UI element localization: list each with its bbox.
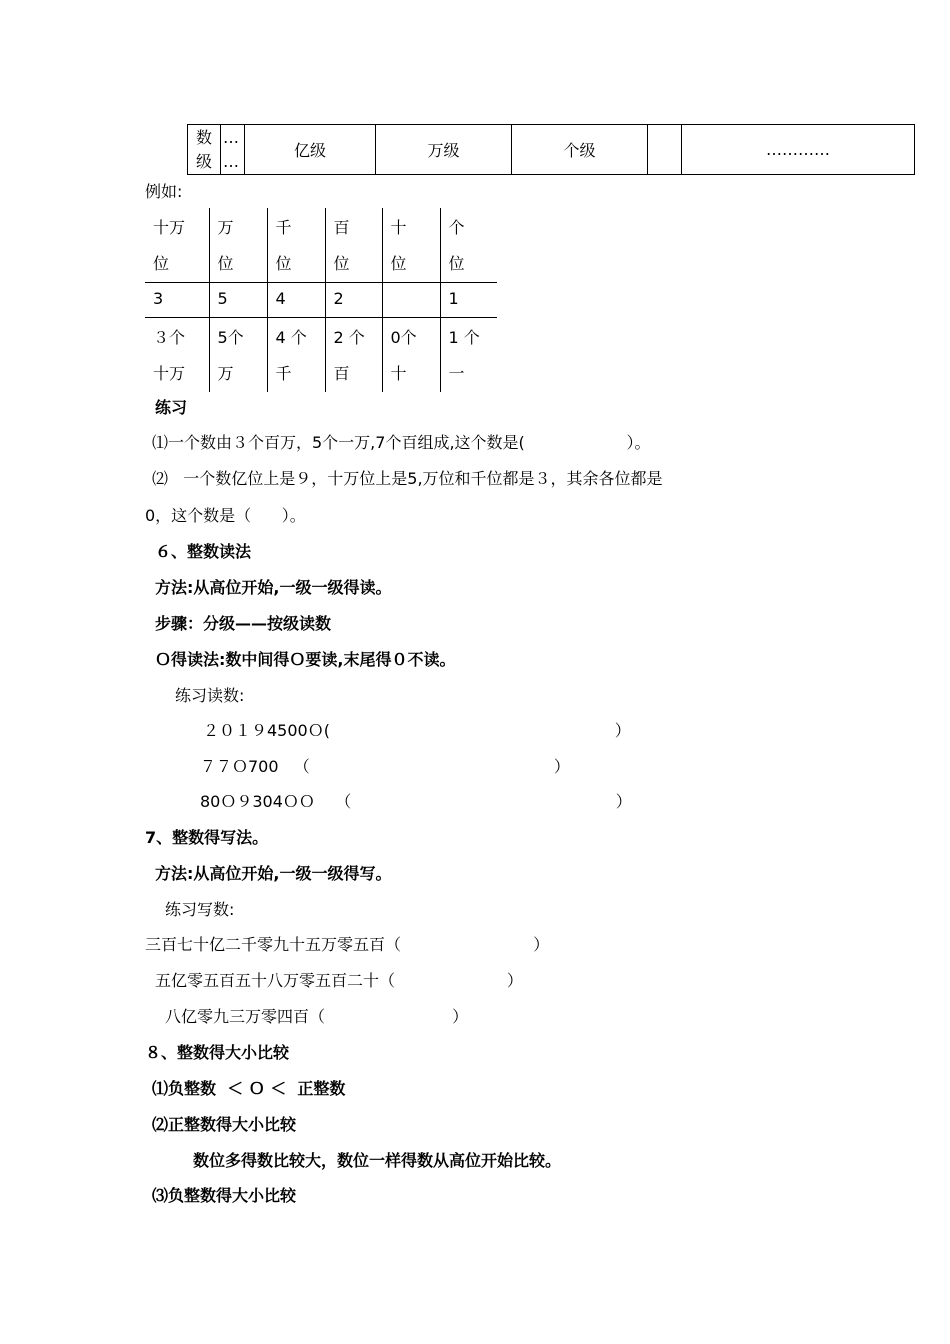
header-cell: 十 位: [382, 208, 440, 283]
header-cell: 十万 位: [153, 218, 186, 273]
ellipsis-short: …: [223, 127, 239, 147]
header-row: [145, 208, 497, 283]
reading-exercise-2: ７７Ｏ700 （ ）: [200, 757, 570, 776]
practice-question-2-line-2: 0，这个数是（ ）。: [145, 506, 306, 525]
header-cell: 千 位: [267, 208, 325, 283]
level-label: 数级: [196, 127, 213, 171]
level-yi-cell: 亿级: [245, 125, 376, 175]
meaning-row: [145, 318, 497, 393]
digit-row: [145, 283, 497, 318]
section-7-method: 方法:从高位开始,一级一级得写。: [155, 864, 392, 883]
level-ge-cell: 个级: [512, 125, 648, 175]
section-8-point-2-detail: 数位多得数比较大，数位一样得数从高位开始比较。: [193, 1151, 562, 1170]
header-cell: 万 位: [209, 208, 267, 283]
section-6-practice-label: 练习读数:: [175, 686, 245, 705]
ellipsis-long-cell: …………: [682, 125, 915, 175]
meaning-cell: 0个 十: [382, 318, 440, 393]
digit-cell: [382, 283, 440, 318]
practice-title: 练习: [155, 398, 188, 417]
digit-cell: 3: [145, 283, 209, 318]
digit-cell: 4: [267, 283, 325, 318]
header-cell: 百 位: [325, 208, 382, 283]
section-8-point-1: ⑴负整数 ＜ Ｏ ＜ 正整数: [152, 1079, 346, 1098]
digit-cell: 5: [209, 283, 267, 318]
practice-question-2-line-1: ⑵ 一个数亿位上是９，十万位上是5,万位和千位都是３，其余各位都是: [152, 469, 663, 488]
section-8-point-3: ⑶负整数得大小比较: [152, 1186, 297, 1205]
header-cell: 个 位: [440, 208, 497, 283]
example-label: 例如:: [145, 182, 183, 201]
writing-exercise-3: 八亿零九三万零四百（ ）: [165, 1007, 469, 1026]
digit-level-table: [187, 124, 915, 175]
section-6-method: 方法:从高位开始,一级一级得读。: [155, 578, 392, 597]
place-value-table: [145, 208, 497, 392]
section-6-steps: 步骤：分级——按级读数: [155, 614, 332, 633]
reading-exercise-1: ２０１９4500Ｏ( ）: [203, 721, 631, 740]
ellipsis-short-cell: [221, 125, 245, 175]
section-7-title: 7、整数得写法。: [145, 828, 269, 847]
meaning-cell: ３个 十万: [153, 328, 186, 383]
reading-exercise-3: 80Ｏ９304ＯＯ （ ）: [200, 792, 632, 811]
ellipsis-short-2: …: [223, 151, 239, 171]
meaning-cell: 4 个 千: [267, 318, 325, 393]
section-6-zero-rule: Ｏ得读法:数中间得Ｏ要读,末尾得０不读。: [155, 650, 456, 669]
level-wan-cell: 万级: [376, 125, 512, 175]
writing-exercise-1: 三百七十亿二千零九十五万零五百（ ）: [145, 935, 550, 954]
section-7-practice-label: 练习写数:: [165, 900, 235, 919]
digit-cell: 2: [325, 283, 382, 318]
meaning-cell: 1 个 一: [440, 318, 497, 393]
section-8-point-2: ⑵正整数得大小比较: [152, 1115, 297, 1134]
empty-cell: [648, 125, 682, 175]
meaning-cell: 5个 万: [209, 318, 267, 393]
digit-cell: 1: [440, 283, 497, 318]
meaning-cell: 2 个 百: [325, 318, 382, 393]
section-8-title: ８、整数得大小比较: [145, 1043, 290, 1062]
writing-exercise-2: 五亿零五百五十八万零五百二十（ ）: [155, 971, 523, 990]
section-6-title: ６、整数读法: [155, 542, 252, 561]
level-label-cell: [188, 125, 221, 175]
practice-question-1: ⑴一个数由３个百万，5个一万,7个百组成,这个数是( ）。: [152, 433, 651, 452]
